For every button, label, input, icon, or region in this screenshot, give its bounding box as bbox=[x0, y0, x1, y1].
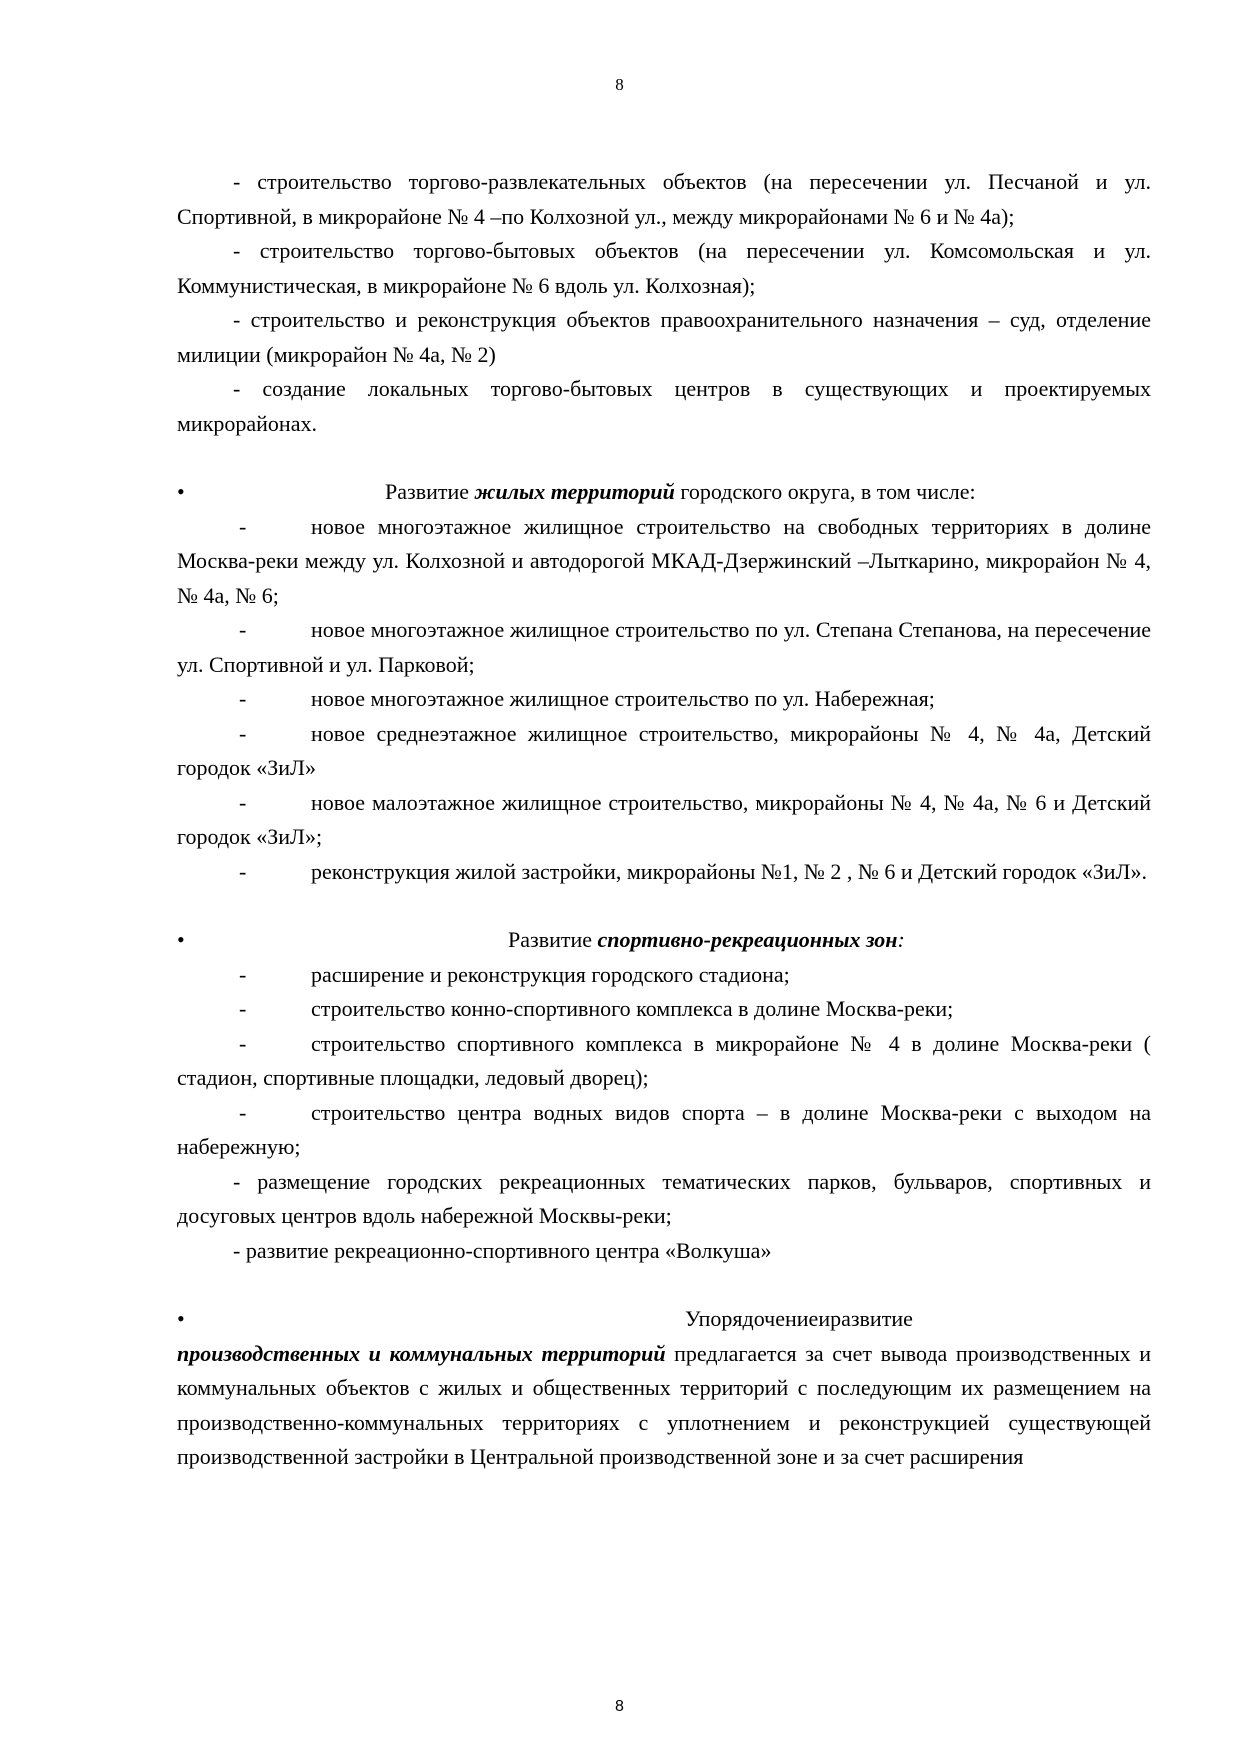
intro-item-text: строительство торгово-бытовых объектов (на пересечении ул. Комсомольская и ул. Коммунистическая, в микрорайоне № 6 вдоль ул. Колхозная); bbox=[177, 238, 1152, 298]
sport-item-text: строительство спортивного комплекса в микрорайоне № 4 в долине Москва-реки ( стадион, спортивные площадки, ледовый дворец); bbox=[177, 1030, 1151, 1090]
heading-emphasis: жилых территорий bbox=[474, 479, 675, 504]
intro-item-3 bbox=[177, 303, 1151, 372]
sport-item-1 bbox=[177, 958, 1151, 993]
intro-item-text: строительство и реконструкция объектов правоохранительного назначения – суд, отделение милиции (микрорайон № 4а, № 2) bbox=[177, 307, 1151, 367]
sport-item-text: строительство конно-спортивного комплекса в долине Москва-реки; bbox=[311, 996, 954, 1021]
dash: - bbox=[239, 1099, 247, 1125]
dash: - bbox=[239, 961, 247, 987]
section-sport-heading bbox=[177, 923, 1151, 958]
bullet-icon: • bbox=[177, 479, 185, 504]
bullet-icon: • bbox=[177, 927, 185, 952]
intro-item-1 bbox=[177, 165, 1151, 234]
heading-pre: Развитие bbox=[508, 927, 598, 952]
residential-item-text: новое многоэтажное жилищное строительство по ул. Набережная; bbox=[311, 686, 935, 711]
residential-item-6 bbox=[177, 855, 1151, 890]
sport-item-5 bbox=[177, 1165, 1151, 1234]
sport-item-4 bbox=[177, 1096, 1151, 1165]
residential-item-5 bbox=[177, 786, 1151, 855]
residential-item-text: новое многоэтажное жилищное строительство по ул. Степана Степанова, на пересечение ул. Спортивной и ул. Парковой; bbox=[177, 617, 1151, 677]
residential-item-1 bbox=[177, 510, 1151, 614]
industrial-paragraph bbox=[177, 1337, 1151, 1475]
heading-word-2: и bbox=[818, 1306, 831, 1331]
page-number-top: 8 bbox=[615, 75, 624, 94]
intro-item-4 bbox=[177, 372, 1151, 441]
sport-item-3 bbox=[177, 1027, 1151, 1096]
heading-pre: Развитие bbox=[385, 479, 475, 504]
heading-word-1: Упорядочение bbox=[685, 1306, 819, 1331]
sport-item-text: размещение городских рекреационных тематических парков, бульваров, спортивных и досуговых центров вдоль набережной Москвы-реки; bbox=[177, 1168, 1151, 1228]
intro-item-text: строительство торгово-развлекательных объектов (на пересечении ул. Песчаной и ул. Спортивной, в микрорайоне № 4 –по Колхозной ул., между микрорайонами № 6 и № 4а); bbox=[177, 169, 1152, 229]
intro-item-2 bbox=[177, 234, 1151, 303]
residential-item-3 bbox=[177, 682, 1151, 717]
dash: - bbox=[233, 1237, 241, 1263]
intro-item-text: создание локальных торгово-бытовых центров в существующих и проектируемых микрорайонах. bbox=[177, 376, 1152, 436]
section-industrial-heading bbox=[177, 1302, 1151, 1337]
sport-item-text: развитие рекреационно-спортивного центра «Волкуша» bbox=[245, 1237, 772, 1263]
dash: - bbox=[233, 1168, 241, 1194]
industrial-text: предлагается за счет вывода производственных и коммунальных объектов с жилых и общественных территорий с последующим их размещением на производственно-коммунальных территориях с уплотнением и реконструкцией существующей производственной застройки в Центральной производственной зоне и за счет расширения bbox=[177, 1340, 1151, 1469]
heading-post: городского округа, в том числе: bbox=[674, 479, 976, 504]
dash: - bbox=[233, 169, 241, 194]
heading-post: : bbox=[897, 927, 905, 952]
sport-item-text: строительство центра водных видов спорта – в долине Москва-реки с выходом на набережную; bbox=[177, 1099, 1151, 1159]
document-body bbox=[177, 165, 1151, 1475]
residential-item-4 bbox=[177, 717, 1151, 786]
residential-item-text: новое многоэтажное жилищное строительство на свободных территориях в долине Москва-реки между ул. Колхозной и автодорогой МКАД-Дзержинский –Лыткарино, микрорайон № 4, № 4а, № 6; bbox=[177, 513, 1151, 608]
residential-item-text: новое малоэтажное жилищное строительство, микрорайоны № 4, № 4а, № 6 и Детский городок «ЗиЛ»; bbox=[177, 789, 1151, 849]
dash: - bbox=[239, 1030, 247, 1056]
sport-item-6 bbox=[177, 1234, 1151, 1269]
dash: - bbox=[233, 307, 241, 332]
residential-item-text: реконструкция жилой застройки, микрорайоны №1, № 2 , № 6 и Детский городок «ЗиЛ». bbox=[311, 858, 1147, 884]
dash: - bbox=[239, 858, 247, 884]
sport-item-2 bbox=[177, 992, 1151, 1027]
dash: - bbox=[233, 376, 241, 401]
sport-item-text: расширение и реконструкция городского стадиона; bbox=[311, 961, 790, 987]
dash: - bbox=[233, 238, 241, 263]
residential-item-text: новое среднеэтажное жилищное строительство, микрорайоны № 4, № 4а, Детский городок «ЗиЛ» bbox=[177, 720, 1151, 780]
residential-item-2 bbox=[177, 613, 1151, 682]
dash: - bbox=[239, 789, 247, 815]
dash: - bbox=[239, 617, 247, 642]
dash: - bbox=[239, 720, 247, 746]
bullet-icon: • bbox=[177, 1306, 185, 1331]
page-number-bottom: 8 bbox=[615, 1698, 624, 1715]
industrial-emphasis: производственных и коммунальных территорий bbox=[177, 1340, 666, 1366]
dash: - bbox=[239, 996, 247, 1021]
dash: - bbox=[239, 513, 247, 539]
dash: - bbox=[239, 686, 247, 711]
section-residential-heading bbox=[177, 475, 1151, 510]
heading-emphasis: спортивно-рекреационных зон bbox=[597, 927, 898, 952]
heading-word-3: развитие bbox=[830, 1306, 913, 1331]
